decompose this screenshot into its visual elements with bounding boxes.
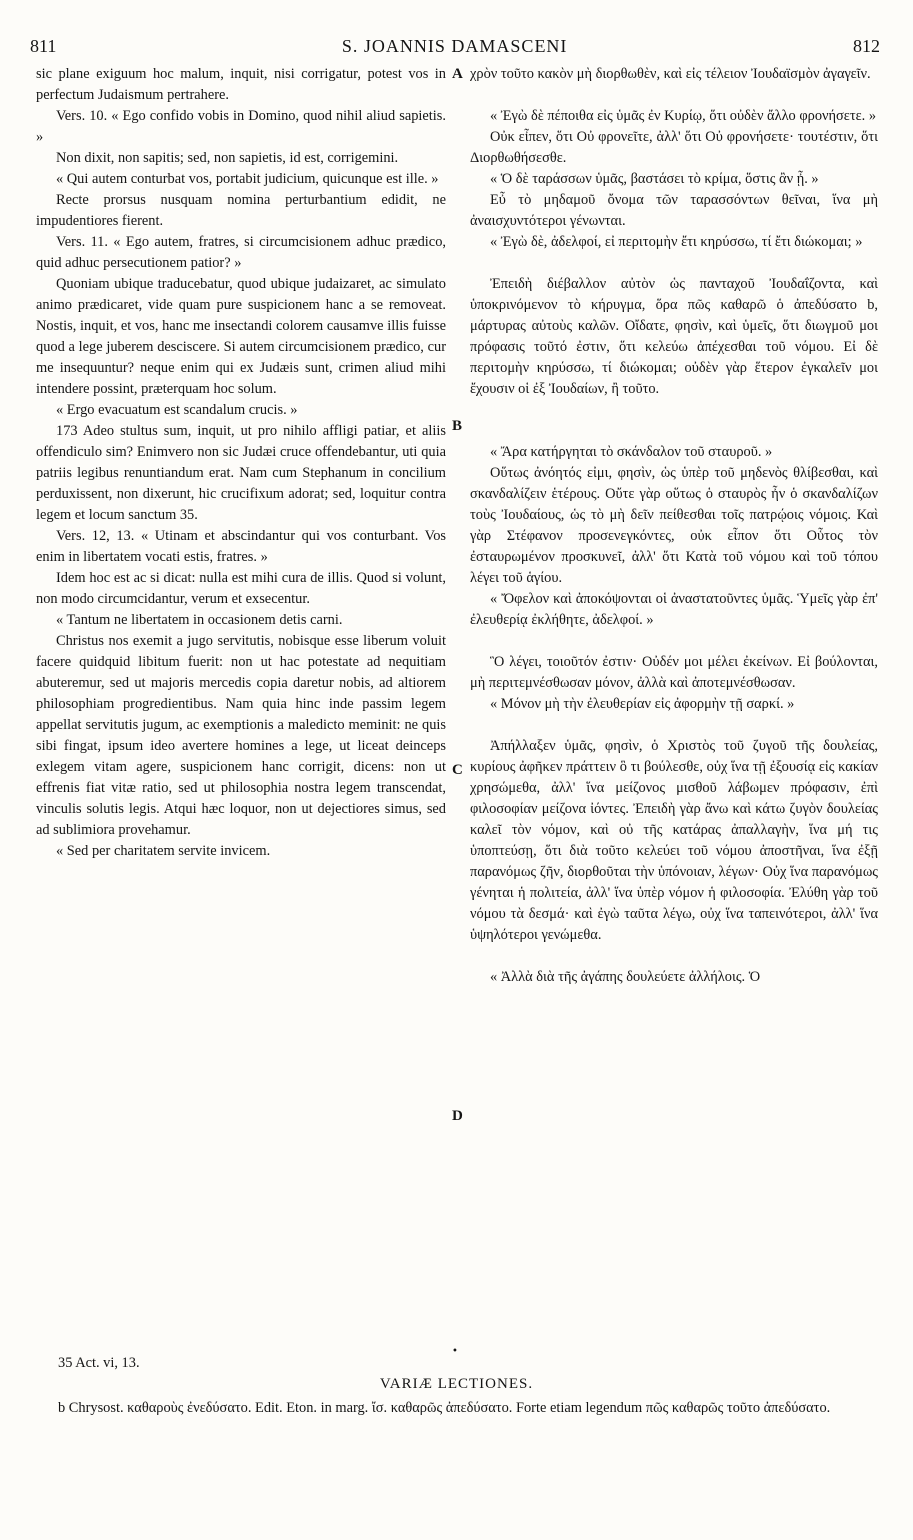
margin-marker-d: D [452, 1108, 463, 1124]
greek-paragraph: Ἀπήλλαξεν ὑμᾶς, φησὶν, ὁ Χριστὸς τοῦ ζυγοῦ τῆς δουλείας, κυρίους ἀφῆκεν πράττειν ὃ τι βούλεσθε, οὐχ ἵνα τῇ ἐξουσίᾳ εἰς κακίαν χρησώμεθα, ἀλλ' ἵνα μείζονος μισθοῦ λάβωμεν πρόφασιν, ἐπὶ φιλοσοφίαν μείζονα ἰόντες. Ἐπειδὴ γὰρ ἄνω καὶ κάτω ζυγὸν δουλείας καλεῖ τὸν νόμον, καὶ οὐ τῆς κατάρας ἀπαλλαγὴν, ἵνα μή τις ὑποπτεύσῃ, ὅτι διὰ τοῦτο κελεύει τοῦ νόμου ἀποστῆναι, ἵνα ἐξῇ παρανόμως ζῆν, διορθοῦται τὴν ὑπόνοιαν, λέγων· Οὐχ ἵνα παρανόμως γένηται ἡ πολιτεία, ἀλλ' ἵνα ὑπὲρ νόμον ἡ φιλοσοφία. Ἐλύθη γὰρ τοῦ νόμου τὰ δεσμά· καὶ ἐγὼ ταῦτα λέγω, οὐχ ἵνα ταπεινότεροι, ἀλλ' ἵνα ὑψηλότεροι γενώμεθα. [470, 738, 878, 943]
greek-paragraph: « Ὄφελον καὶ ἀποκόψονται οἱ ἀναστατοῦντες ὑμᾶς. Ὑμεῖς γὰρ ἐπ' ἐλευθερίᾳ ἐκλήθητε, ἀδελφοί. » [470, 591, 878, 628]
margin-marker-b: B [452, 418, 463, 434]
footnote: 35 Act. vi, 13. [58, 1355, 140, 1371]
latin-paragraph: Quoniam ubique traducebatur, quod ubique judaizaret, ac simulato animo prædicaret, vide quam pure suspicionem hanc a se removeat. Nostis, inquit, et vos, hanc me insectandi colorem causamve illis fuisse quod a lege juberem desciscere. Si autem circumcisionem prædico, cur me insequuntur? neque enim qui ex Judæis sunt, crimen aliud mihi intendere possint, præterquam hoc solum. [36, 276, 446, 397]
greek-paragraph: « Μόνον μὴ τὴν ἐλευθερίαν εἰς ἀφορμὴν τῇ σαρκί. » [490, 696, 795, 712]
latin-paragraph: Recte prorsus nusquam nomina perturbantium edidit, ne impudentiores fierent. [36, 192, 446, 229]
latin-paragraph: Christus nos exemit a jugo servitutis, nobisque esse liberum voluit facere quidquid libitum fuerit: non ut hac potestate ad nequitiam abuteremur, sed ut majoris mercedis copia daretur nobis, ad altiorem philosophiam progredientibus. Nam quia hinc inde passim legem appellat servitutis jugum, ac exemptionis a maledicto meminit: ne quis sibi fingat, ipsum ideo avertere homines a lege, ut liceat deinceps exlegem vitam agere, suspicionem hanc corrigit, dicens: non ut effrenis fiat vitæ ratio, sed ut philosophia nostra legem transcendat, vinculis solutis legis. Atqui hæc loquor, non ut dejectiores simus, sed ad sublimiora provehamur. [36, 633, 446, 838]
margin-marker-a: A [452, 66, 463, 82]
greek-paragraph: Ὃ λέγει, τοιοῦτόν ἐστιν· Οὐδέν μοι μέλει ἐκείνων. Εἰ βούλονται, μὴ περιτεμνέσθωσαν μόνον, ἀλλὰ καὶ ἀποτεμνέσθωσαν. [470, 654, 878, 691]
greek-paragraph: Οὐκ εἶπεν, ὅτι Οὐ φρονεῖτε, ἀλλ' ὅτι Οὐ φρονήσετε· τουτέστιν, ὅτι Διορθωθήσεσθε. [470, 129, 878, 166]
greek-paragraph: « Ἄρα κατήργηται τὸ σκάνδαλον τοῦ σταυροῦ. » [490, 444, 773, 460]
latin-paragraph: Non dixit, non sapitis; sed, non sapietis, id est, corrigemini. [56, 150, 399, 166]
greek-column [470, 64, 878, 988]
latin-paragraph: « Sed per charitatem servite invicem. [56, 843, 271, 859]
latin-paragraph: sic plane exiguum hoc malum, inquit, nisi corrigatur, potest vos in perfectum Judaismum pertrahere. [36, 66, 446, 103]
latin-column [36, 64, 446, 862]
greek-paragraph: Ἐπειδὴ διέβαλλον αὐτὸν ὡς πανταχοῦ Ἰουδαΐζοντα, καὶ ὑποκρινόμενον τὸ κήρυγμα, ὅρα πῶς καθαρῶ ὁ ἀπεδύσατο b, μάρτυρας αὐτοὺς καλῶν. Οἴδατε, φησὶν, καὶ ὑμεῖς, ὅτι διωγμοῦ μοι πρόφασις τοῦτό ἐστιν, ὅτι κελεύω ἀπέχεσθαι τοῦ νόμου. Εἰ δὲ περιτομὴν κηρύσσω, τί διώκομαι; οὐδὲν γὰρ ἕτερον ἐγκαλεῖν μοι ἔχουσιν οἱ ἐξ Ἰουδαίων, ἢ τοῦτο. [470, 276, 878, 397]
latin-paragraph: Vers. 11. « Ego autem, fratres, si circumcisionem adhuc prædico, quid adhuc persecutionem patior? » [36, 234, 446, 271]
latin-paragraph: « Qui autem conturbat vos, portabit judicium, quicunque est ille. » [56, 171, 439, 187]
latin-paragraph: « Ergo evacuatum est scandalum crucis. » [56, 402, 298, 418]
right-page-number: 812 [853, 36, 880, 56]
variae-lectiones-title: VARIÆ LECTIONES. [379, 1376, 534, 1392]
separator-dot: • [452, 1346, 458, 1357]
greek-paragraph: « Ἐγὼ δὲ, ἀδελφοί, εἰ περιτομὴν ἔτι κηρύσσω, τί ἔτι διώκομαι; » [490, 234, 863, 250]
latin-paragraph: « Tantum ne libertatem in occasionem detis carni. [56, 612, 343, 628]
margin-marker-c: C [452, 762, 463, 778]
greek-paragraph: « Ἀλλὰ διὰ τῆς ἀγάπης δουλεύετε ἀλλήλοις. Ὁ [490, 969, 761, 985]
page-title: S. JOANNIS DAMASCENI [341, 36, 568, 56]
latin-paragraph: Idem hoc est ac si dicat: nulla est mihi cura de illis. Quod si volunt, non modo circumcidantur, verum et exsecentur. [36, 570, 446, 607]
left-page-number: 811 [30, 36, 57, 56]
latin-paragraph: 173 Adeo stultus sum, inquit, ut pro nihilo affligi patiar, et aliis offendiculo sim? Enimvero non sic Judæi cruce offendebantur, uti quia patriis legibus renuntiandum erat. Nam cum Stephanum in concilium perduxissent, non dixerunt, hic crucifixum adorat; sed, loquitur contra legem et locum sanctum 35. [36, 423, 446, 523]
greek-paragraph: « Ἐγὼ δὲ πέποιθα εἰς ὑμᾶς ἐν Κυρίῳ, ὅτι οὐδὲν ἄλλο φρονήσετε. » [490, 108, 877, 124]
page-header [30, 36, 880, 62]
latin-paragraph: Vers. 12, 13. « Utinam et abscindantur qui vos conturbant. Vos enim in libertatem vocati estis, fratres. » [36, 528, 446, 565]
greek-paragraph: Εὖ τὸ μηδαμοῦ ὄνομα τῶν ταρασσόντων θεῖναι, ἵνα μὴ ἀναισχυντότεροι γένωνται. [470, 192, 878, 229]
latin-paragraph: Vers. 10. « Ego confido vobis in Domino, quod nihil aliud sapietis. » [36, 108, 446, 145]
greek-paragraph: Οὕτως ἀνόητός εἰμι, φησὶν, ὡς ὑπὲρ τοῦ μηδενὸς θλίβεσθαι, καὶ σκανδαλίζειν ἑτέρους. Οὔτε γὰρ οὕτως ὁ σταυρὸς ἦν ὁ σκανδαλίζων τοὺς Ἰουδαίους, ὡς τὸ μὴ δεῖν πείθεσθαι τοῖς πατρῴοις νόμοις. Καὶ γὰρ Στέφανον προσενεγκόντες, οὐκ εἶπον ὅτι Οὗτος τὸν ἐσταυρωμένον προσκυνεῖ, ἀλλ' ὅτι Κατὰ τοῦ νόμου καὶ τοῦ τόπου λέγει τοῦ ἁγίου. [470, 465, 878, 586]
greek-paragraph: χρὸν τοῦτο κακὸν μὴ διορθωθὲν, καὶ εἰς τέλειον Ἰουδαϊσμὸν ἀγαγεῖν. [470, 66, 871, 82]
variae-lectiones-text: b Chrysost. καθαροὺς ἐνεδύσατο. Edit. Eton. in marg. ἴσ. καθαρῶς ἀπεδύσατο. Forte etiam legendum πῶς καθαρῶς τοῦτο ἀπεδύσατο. [58, 1400, 831, 1416]
greek-paragraph: « Ὁ δὲ ταράσσων ὑμᾶς, βαστάσει τὸ κρίμα, ὅστις ἂν ᾖ. » [490, 171, 819, 187]
